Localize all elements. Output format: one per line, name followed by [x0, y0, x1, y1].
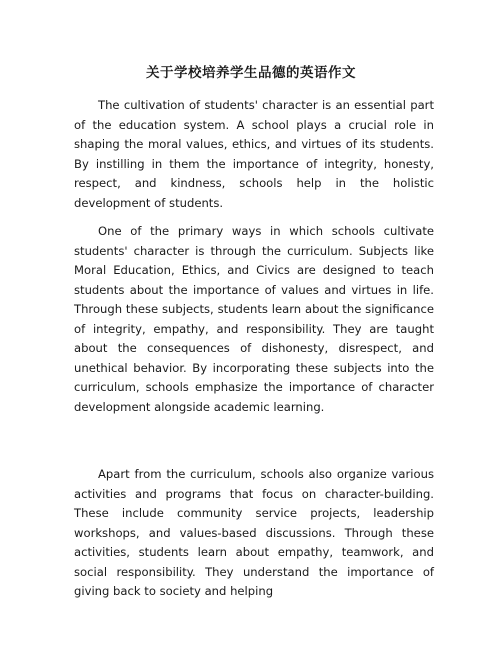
- paragraph-1: The cultivation of students' character is an essential part of the education system. A school plays a crucial role in shaping the moral values, ethics, and virtues of its students. By instilling in them the importance of integrity, honesty, respect, and kindness, schools help in the holistic development of students.: [74, 98, 434, 210]
- page-title: 关于学校培养学生品德的英语作文: [146, 65, 356, 81]
- paragraph-2: One of the primary ways in which schools cultivate students' character is through the curriculum. Subjects like Moral Education, Ethics, and Civics are designed to teach students about the importance of values and virtues in life. Through these subjects, students learn about the significance of integrity, empathy, and responsibility. They are taught about the consequences of dishonesty, disrespect, and unethical behavior. By incorporating these subjects into the curriculum, schools emphasize the importance of character development alongside academic learning.: [74, 224, 434, 414]
- paragraph-3: Apart from the curriculum, schools also organize various activities and programs that focus on character-building. These include community service projects, leadership workshops, and values-based discussions. Through these activities, students learn about empathy, teamwork, and social responsibility. They understand the importance of giving back to society and helping: [74, 467, 434, 598]
